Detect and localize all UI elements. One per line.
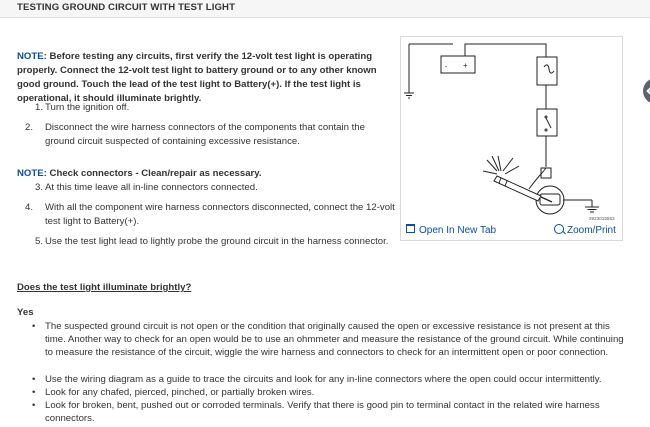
- note-text: Check connectors - Clean/repair as necessary.: [46, 168, 262, 179]
- step-number: 5.: [35, 236, 44, 247]
- magnifier-icon: [554, 224, 564, 234]
- bullet-item: [32, 373, 632, 386]
- open-in-new-tab-link[interactable]: [406, 224, 496, 236]
- bullet-dot: •: [32, 400, 36, 411]
- battery-minus-label: -: [445, 64, 448, 71]
- window-icon: [406, 224, 415, 233]
- step-item: [25, 121, 390, 148]
- battery-plus-label: +: [463, 61, 468, 70]
- wiring-diagram-svg: [401, 37, 622, 240]
- step-number: 1.: [35, 102, 44, 113]
- step-item: [35, 101, 403, 115]
- open-tab-label: Open In New Tab: [419, 225, 497, 236]
- bullet-dot: •: [32, 374, 36, 385]
- step-text: Turn the ignition off.: [45, 102, 130, 113]
- note-label: NOTE:: [17, 168, 47, 179]
- wiring-diagram[interactable]: [400, 36, 623, 241]
- diagram-id: 2923015553: [589, 216, 615, 221]
- bullet-text: The suspected ground circuit is not open or the condition that originally caused the open or excessive resistance is not present at this time. Another way to check for an open would be to use an ohmmeter and measure the resistance of the ground circuit. While continuing to measure the resistance of the circuit, wiggle the wire harness and connectors to check for an intermittent open or poor connection.: [45, 321, 624, 359]
- step-item: [35, 181, 403, 195]
- scroll-arrow-button[interactable]: [643, 78, 650, 104]
- note-check-connectors: [17, 168, 262, 179]
- step-number: 3.: [35, 182, 44, 193]
- step-item: [35, 235, 403, 249]
- bullet-item: [32, 320, 632, 360]
- note-verify-test-light: [17, 50, 402, 106]
- step-item: [25, 201, 400, 228]
- bullet-text: Look for broken, bent, pushed out or corroded terminals. Verify that there is good pin to terminal contact in the related wire harness connectors.: [45, 400, 600, 425]
- step-number: 4.: [25, 202, 34, 213]
- page-title: TESTING GROUND CIRCUIT WITH TEST LIGHT: [17, 2, 236, 13]
- step-text: Disconnect the wire harness connectors of the components that contain the ground circuit suspected of containing excessive resistance.: [45, 122, 365, 147]
- zoom-label: Zoom/Print: [567, 225, 616, 236]
- zoom-print-link[interactable]: [554, 224, 616, 236]
- bullet-dot: •: [32, 321, 36, 332]
- bullet-dot: •: [32, 387, 36, 398]
- step-text: With all the component wire harness connectors disconnected, connect the 12-volt test light to Battery(+).: [45, 202, 395, 227]
- step-number: 2.: [25, 122, 34, 133]
- answer-yes-heading: Yes: [17, 307, 34, 318]
- step-text: Use the test light lead to lightly probe the ground circuit in the harness connector.: [45, 236, 389, 247]
- note-text: Before testing any circuits, first verify the 12-volt test light is operating properly. Connect the 12-volt test light to battery ground or to any other known good ground. Touch the lead of the test light to Battery(+). If the test light is operational, it should illuminate brightly.: [17, 51, 377, 104]
- step-text: At this time leave all in-line connectors connected.: [45, 182, 258, 193]
- note-label: NOTE:: [17, 51, 47, 62]
- bullet-item: [32, 399, 612, 425]
- bullet-item: [32, 386, 632, 399]
- bullet-text: Use the wiring diagram as a guide to trace the circuits and look for any in-line connectors where the open could occur intermittently.: [45, 374, 602, 385]
- question-heading: Does the test light illuminate brightly?: [17, 282, 192, 293]
- bullet-text: Look for any chafed, pierced, pinched, or partially broken wires.: [45, 387, 315, 398]
- chevron-left-icon: [646, 85, 650, 96]
- header-divider: [0, 17, 650, 18]
